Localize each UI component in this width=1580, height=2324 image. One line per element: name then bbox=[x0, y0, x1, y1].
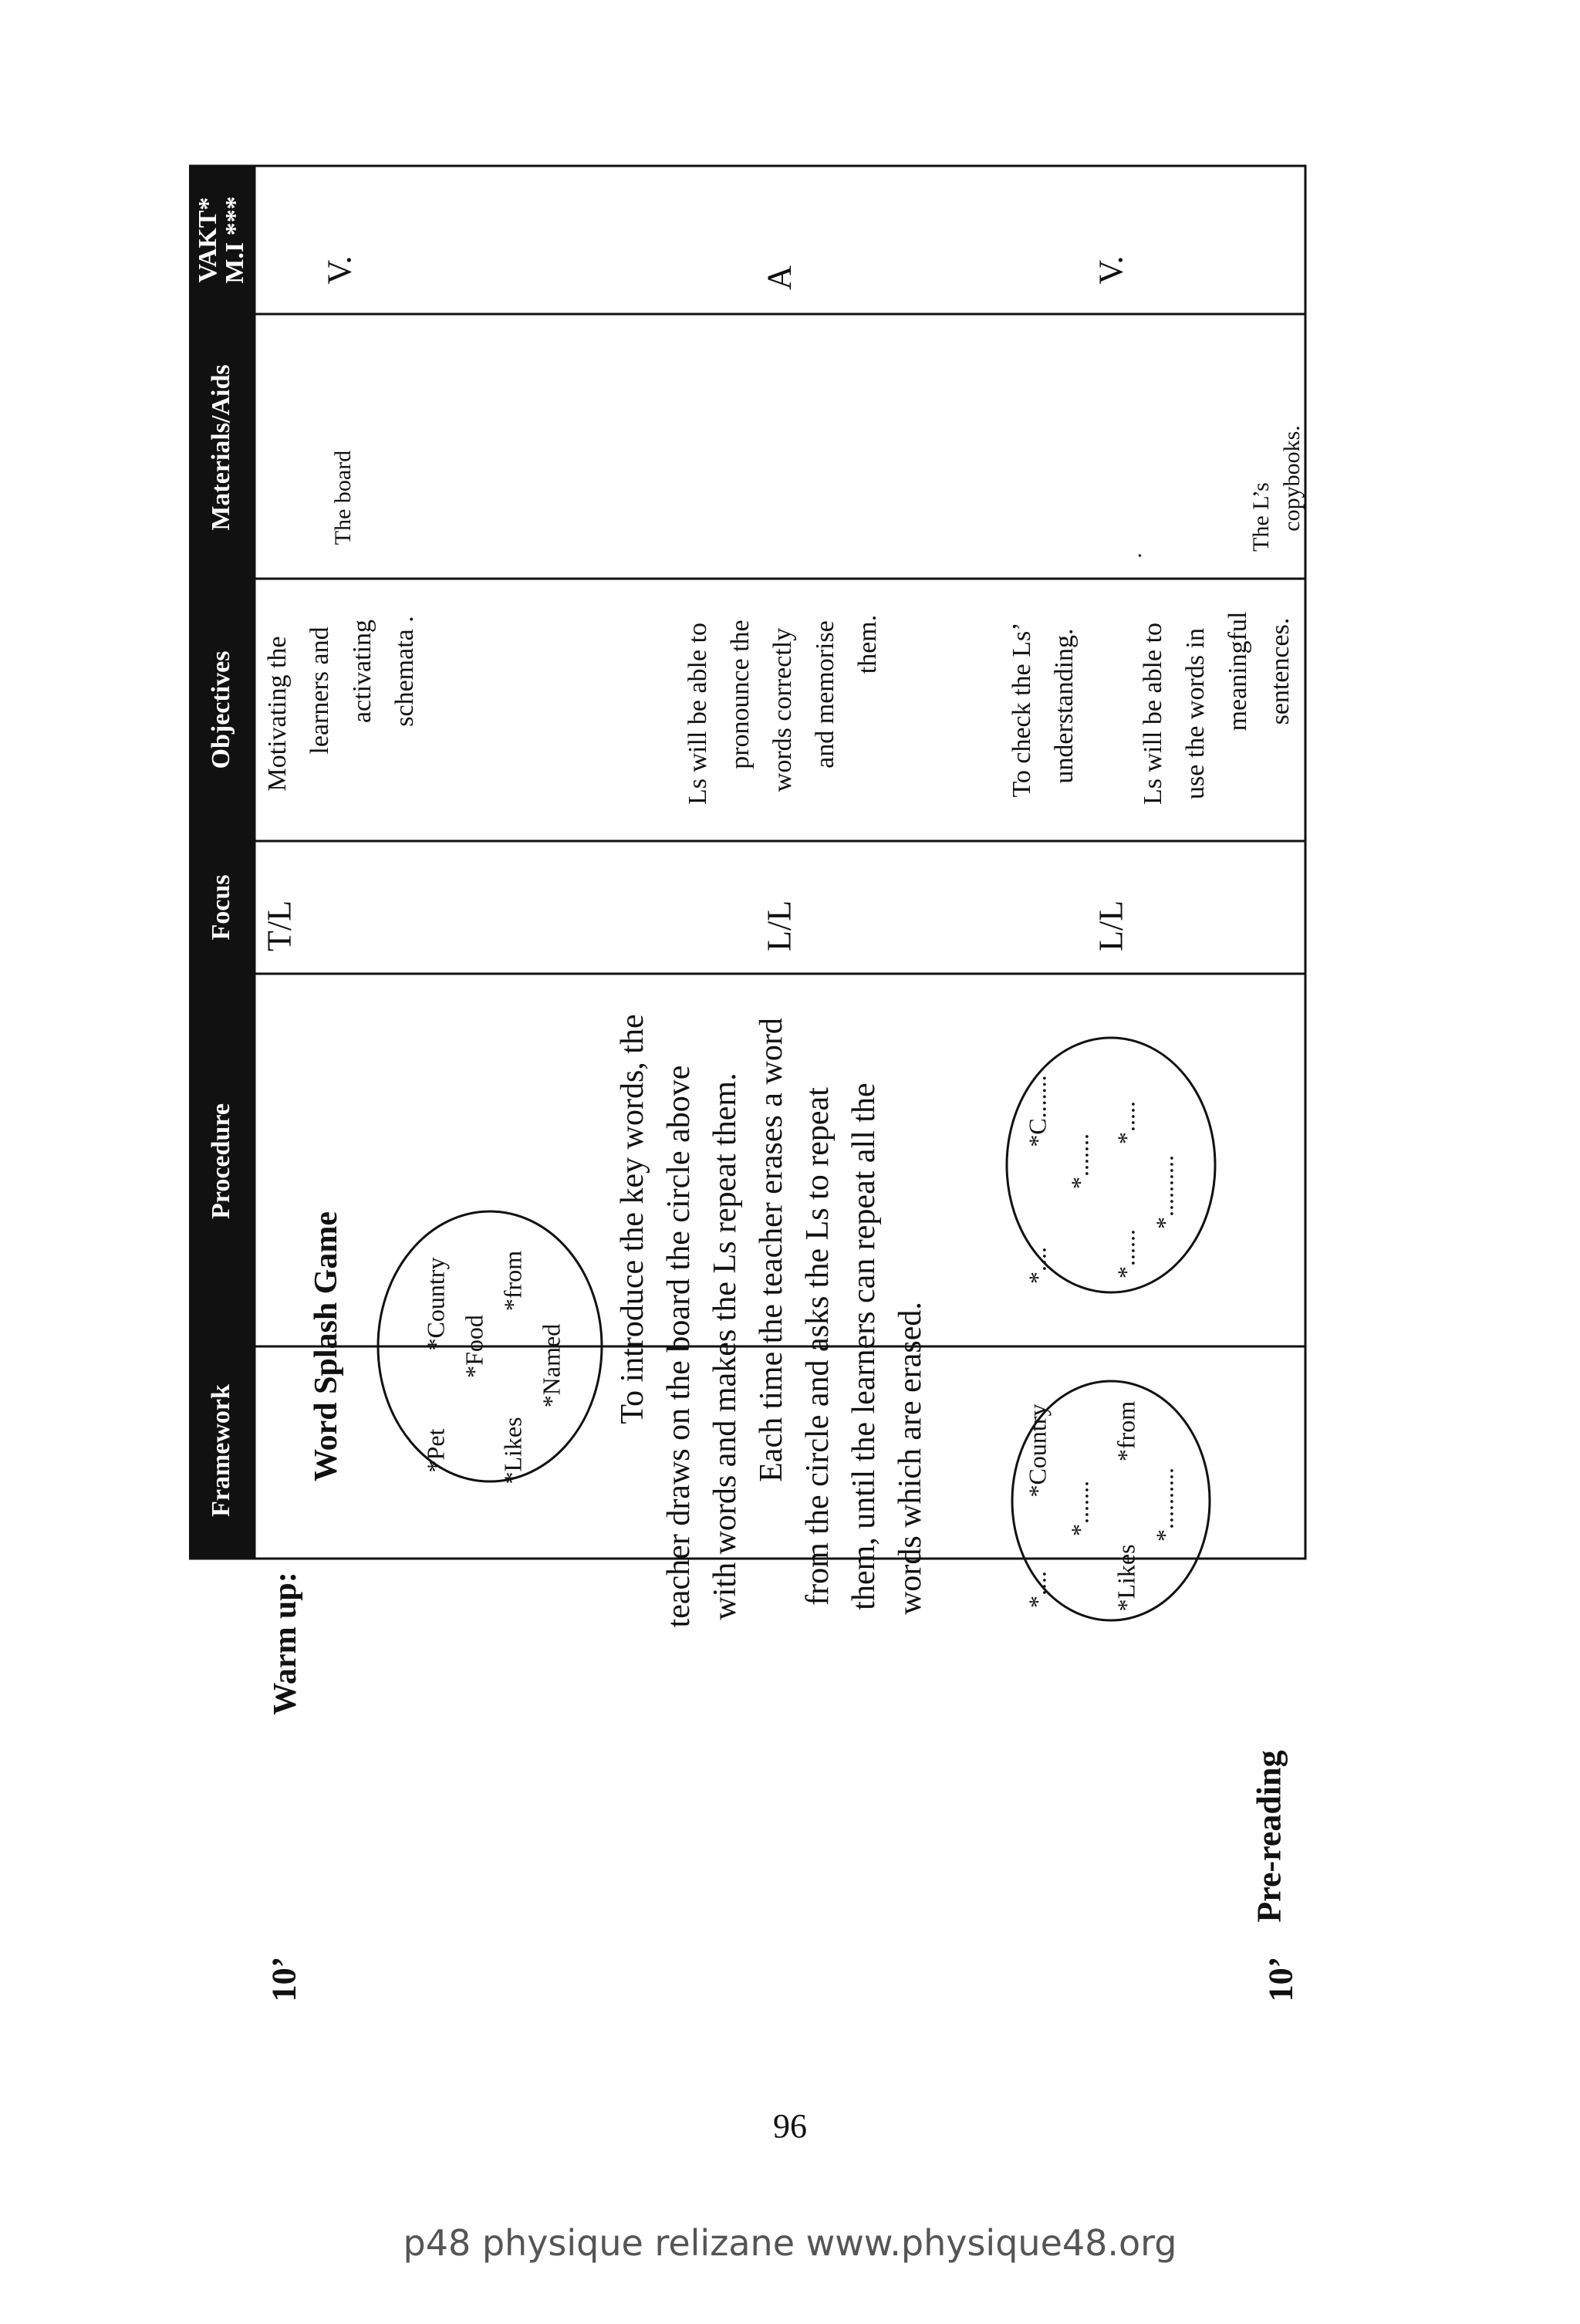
para-line-7: words which are erased. bbox=[893, 1302, 928, 1615]
c3-dots5: *.......... bbox=[1150, 1155, 1179, 1229]
para-line-1: To introduce the key words, the bbox=[615, 1014, 650, 1424]
footer-watermark: p48 physique relizane www.physique48.org bbox=[403, 2222, 1177, 2264]
materials-board: The board bbox=[330, 450, 356, 546]
obj1-l2: learners and bbox=[306, 627, 334, 755]
page-number: 96 bbox=[773, 2107, 807, 2145]
c3-dots4: *..... bbox=[1112, 1101, 1140, 1144]
h-framework: Framework bbox=[207, 1384, 235, 1517]
c3-c: *C....... bbox=[1023, 1075, 1052, 1147]
obj4-l4: sentences. bbox=[1266, 617, 1295, 725]
vakt-a: A bbox=[760, 265, 798, 290]
c2-likes: *Likes bbox=[1112, 1544, 1140, 1612]
h-time: Time bbox=[207, 1568, 235, 1626]
c1-food: *Food bbox=[460, 1315, 488, 1378]
obj1-l1: Motivating the bbox=[263, 636, 292, 792]
c1-likes: *Likes bbox=[498, 1417, 527, 1485]
h-vakt-1: VAKT* bbox=[194, 197, 222, 283]
h-procedure: Procedure bbox=[207, 1103, 235, 1219]
warm-up-heading: Warm up: bbox=[268, 1572, 303, 1715]
c2-from: *from bbox=[1112, 1400, 1140, 1462]
h-vakt-2: M.I *** bbox=[221, 196, 249, 284]
c1-from: *from bbox=[498, 1250, 527, 1312]
para-line-6: them, until the learners can repeat all the bbox=[846, 1083, 882, 1610]
obj3-l2: understanding. bbox=[1050, 628, 1079, 784]
obj2-l1: Ls will be able to bbox=[684, 622, 712, 806]
c3-dots1: *.... bbox=[1023, 1247, 1052, 1284]
obj4-l3: meaningful bbox=[1224, 611, 1252, 731]
focus-ll-2: L/L bbox=[1092, 900, 1130, 951]
materials-copybooks-2: copybooks. bbox=[1279, 425, 1305, 532]
materials-dot: . bbox=[1121, 552, 1146, 559]
c1-pet: *Pet bbox=[421, 1428, 450, 1473]
framework-pre-reading: Pre-reading bbox=[1250, 1750, 1288, 1923]
obj4-l2: use the words in bbox=[1181, 628, 1210, 799]
vakt-v2: V. bbox=[1092, 255, 1130, 285]
para-line-4: Each time the teacher erases a word bbox=[754, 1018, 789, 1482]
obj2-l4: and memorise bbox=[811, 620, 839, 768]
para-line-2: teacher draws on the board the circle above bbox=[661, 1065, 697, 1628]
focus-ll-1: L/L bbox=[760, 900, 798, 951]
obj4-l1: Ls will be able to bbox=[1139, 622, 1167, 806]
obj1-l3: activating bbox=[348, 619, 376, 724]
obj2-l2: pronounce the bbox=[726, 620, 755, 769]
c3-dots2: *....... bbox=[1065, 1133, 1094, 1189]
c1-named: *Named bbox=[537, 1323, 565, 1408]
time-row1: 10’ bbox=[265, 1956, 303, 2002]
vakt-v1: V. bbox=[320, 255, 359, 285]
obj3-l1: To check the Ls’ bbox=[1008, 622, 1036, 798]
h-materials: Materials/Aids bbox=[207, 364, 235, 531]
para-line-5: from the circle and asks the Ls to repeat bbox=[800, 1087, 836, 1606]
c2-dots3: *.......... bbox=[1150, 1468, 1179, 1542]
obj2-l5: them. bbox=[853, 614, 882, 674]
para-line-3: with words and makes the Ls repeat them. bbox=[707, 1072, 743, 1620]
c1-country: *Country bbox=[421, 1257, 450, 1351]
h-objectives: Objectives bbox=[207, 650, 235, 769]
c2-dots2: *....... bbox=[1065, 1481, 1094, 1536]
h-focus: Focus bbox=[207, 874, 235, 941]
materials-copybooks-1: The L’s bbox=[1248, 482, 1274, 552]
obj1-l4: schemata . bbox=[390, 616, 419, 727]
c3-dots3: *...... bbox=[1112, 1229, 1140, 1279]
obj2-l3: words correctly bbox=[768, 627, 797, 792]
focus-tl: T/L bbox=[260, 900, 299, 951]
c2-country: *Country bbox=[1023, 1404, 1052, 1498]
time-row2: 10’ bbox=[1261, 1956, 1300, 2002]
game-title: Word Splash Game bbox=[309, 1211, 344, 1482]
c2-dots1: *.... bbox=[1023, 1571, 1052, 1608]
